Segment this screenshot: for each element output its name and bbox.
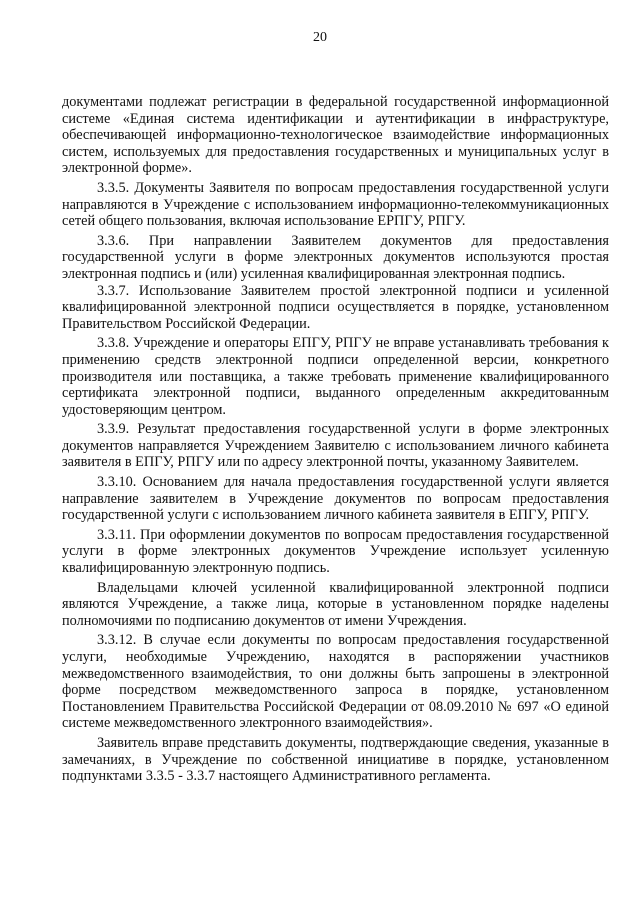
paragraph-3-3-8: 3.3.8. Учреждение и операторы ЕПГУ, РПГУ не вправе устанавливать требования к применению средств электронной подписи определенной версии, конкретного производителя или поставщика, а также требовать применение квалифицированного сертификата электронной подписи, выданного определенным аккредитованным удостоверяющим центром.	[62, 335, 609, 418]
paragraph-applicant-right: Заявитель вправе представить документы, подтверждающие сведения, указанные в замечаниях, в Учреждение по собственной инициативе в порядке, установленном подпунктами 3.3.5 - 3.3.7 настоящего Административного регламента.	[62, 734, 609, 785]
paragraph-3-3-12: 3.3.12. В случае если документы по вопросам предоставления государственной услуги, необходимые Учреждению, находятся в распоряжении участников межведомственного взаимодействия, то они должны быть запрошены в электронной форме посредством межведомственного запроса в порядке, установленном Постановлением Правительства Российской Федерации от 08.09.2010 № 697 «О единой системе межведомственного электронного взаимодействия».	[62, 632, 609, 732]
paragraph-3-3-6: 3.3.6. При направлении Заявителем документов для предоставления государственной услуги в форме электронных документов используются простая электронная подпись и (или) усиленная квалифицированная электронная подпись.	[62, 232, 609, 282]
paragraph-3-3-10: 3.3.10. Основанием для начала предоставления государственной услуги является направление заявителем в Учреждение документов по вопросам предоставления государственной услуги с использованием личного кабинета заявителя в ЕПГУ, РПГУ.	[62, 474, 609, 524]
paragraph-3-3-5: 3.3.5. Документы Заявителя по вопросам предоставления государственной услуги направляются в Учреждение с использованием информационно-телекоммуникационных сетей общего пользования, включая использование ЕРПГУ, РПГУ.	[62, 179, 609, 230]
paragraph-3-3-9: 3.3.9. Результат предоставления государственной услуги в форме электронных документов направляется Учреждением Заявителю с использованием личного кабинета заявителя в ЕПГУ, РПГУ или по адресу электронной почты, указанному Заявителем.	[62, 421, 609, 471]
paragraph-3-3-11: 3.3.11. При оформлении документов по вопросам предоставления государственной услуги в форме электронных документов Учреждение использует усиленную квалифицированную электронную подпись.	[62, 526, 609, 577]
paragraph-3-3-7: 3.3.7. Использование Заявителем простой электронной подписи и усиленной квалифицированной электронной подписи осуществляется в порядке, установленном Правительством Российской Федерации.	[62, 282, 609, 332]
paragraph-continuation: документами подлежат регистрации в федеральной государственной информационной системе «Единая система идентификации и аутентификации в инфраструктуре, обеспечивающей информационно-технологическое взаимодействие информационных систем, используемых для предоставления государственных и муниципальных услуг в электронной форме».	[62, 94, 609, 177]
page-number: 20	[313, 30, 327, 45]
document-body	[62, 94, 609, 785]
paragraph-signature-key-owners: Владельцами ключей усиленной квалифицированной электронной подписи являются Учреждение, а также лица, которые в установленном порядке наделены полномочиями по подписанию документов от имени Учреждения.	[62, 579, 609, 629]
